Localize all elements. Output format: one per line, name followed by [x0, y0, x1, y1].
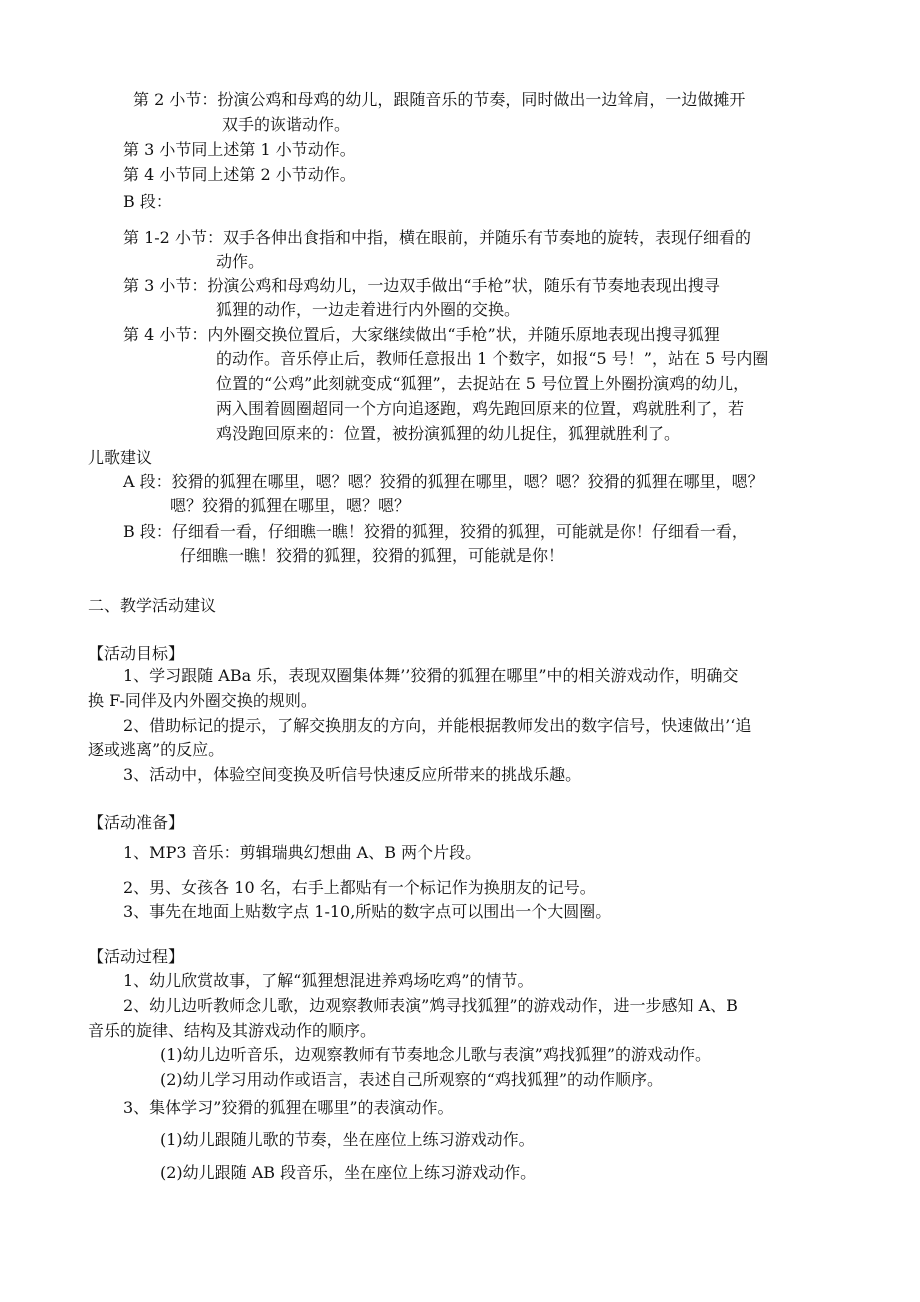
text-line: (1)幼儿边听音乐，边观察教师有节奏地念儿歌与表演”鸡找狐狸”的游戏动作。: [160, 1045, 712, 1064]
text-line: 3、集体学习”狡猾的狐狸在哪里”的表演动作。: [123, 1098, 454, 1117]
text-line: 3、活动中，体验空间变换及听信号快速反应所带来的挑战乐趣。: [123, 765, 582, 784]
text-line: 第 3 小节同上述第 1 小节动作。: [123, 140, 356, 159]
text-line: 第 3 小节：扮演公鸡和母鸡幼儿，一边双手做出“手枪”状，随乐有节奏地表现出搜寻: [123, 276, 720, 295]
text-line: 位置的“公鸡”此刻就变成“狐狸”，去捉站在 5 号位置上外圈扮演鸡的幼儿，: [216, 374, 750, 393]
text-line: (1)幼儿跟随儿歌的节奏，坐在座位上练习游戏动作。: [160, 1130, 535, 1149]
section-heading: 儿歌建议: [88, 448, 153, 467]
subsection-heading: 【活动过程】: [88, 947, 185, 966]
subsection-heading: 【活动目标】: [88, 644, 185, 663]
text-line: 2、借助标记的提示，了解交换朋友的方向，并能根据教师发出的数字信号，快速做出’‘追: [123, 716, 752, 735]
text-line: (2)幼儿学习用动作或语言，表述自己所观察的“鸡找狐狸”的动作顺序。: [160, 1070, 664, 1089]
section-heading: 二、教学活动建议: [88, 596, 217, 615]
text-line: 嗯？狡猾的狐狸在哪里，嗯？嗯？: [170, 496, 411, 515]
text-line: 2、男、女孩各 10 名，右手上都贴有一个标记作为换朋友的记号。: [123, 878, 596, 897]
text-line: B 段：仔细看一看，仔细瞧一瞧！狡猾的狐狸，狡猾的狐狸，可能就是你！仔细看一看，: [123, 522, 748, 541]
text-line: 2、幼儿边听教师念儿歌，边观察教师表演”鸩寻找狐狸”的游戏动作，进一步感知 A、B: [123, 996, 738, 1015]
text-line: 1、学习跟随 ABa 乐，表现双圈集体舞’’狡猾的狐狸在哪里”中的相关游戏动作，明确交: [123, 666, 739, 685]
text-line: 1、MP3 音乐：剪辑瑞典幻想曲 A、B 两个片段。: [123, 843, 482, 862]
text-line: 动作。: [216, 252, 265, 271]
section-label-b: B 段：: [123, 192, 172, 211]
text-line: 逐或逃离”的反应。: [88, 740, 225, 759]
text-line: 第 4 小节：内外圈交换位置后，大家继续做出“手枪”状，并随乐原地表现出搜寻狐狸: [123, 325, 720, 344]
text-line: 两入围着圆圈超同一个方向追逐跑，鸡先跑回原来的位置，鸡就胜利了，若: [216, 399, 745, 418]
text-line: A 段：狡猾的狐狸在哪里，嗯？嗯？狡猾的狐狸在哪里，嗯？嗯？狡猾的狐狸在哪里，嗯？: [123, 472, 764, 491]
text-line: 第 1-2 小节：双手各伸出食指和中指，横在眼前，并随乐有节奏地的旋转，表现仔细看的: [123, 228, 751, 247]
text-line: 狐狸的动作，一边走着进行内外圈的交换。: [216, 300, 521, 319]
text-line: 音乐的旋律、结构及其游戏动作的顺序。: [88, 1021, 377, 1040]
text-line: 的动作。音乐停止后，教师任意报出 1 个数字，如报“5 号！”，站在 5 号内圈: [216, 349, 769, 368]
text-line: 3、事先在地面上贴数字点 1-10,所贴的数字点可以围出一个大圆圈。: [123, 902, 612, 921]
text-line: 第 4 小节同上述第 2 小节动作。: [123, 165, 356, 184]
text-line: 仔细瞧一瞧！狡猾的狐狸，狡猾的狐狸，可能就是你！: [180, 546, 565, 565]
subsection-heading: 【活动准备】: [88, 813, 185, 832]
text-line: 换 F-同伴及内外圈交换的规则。: [88, 691, 317, 710]
text-line: 第 2 小节：扮演公鸡和母鸡的幼儿，跟随音乐的节奏，同时做出一边耸肩，一边做摊开: [133, 90, 746, 109]
text-line: 双手的诙谐动作。: [222, 115, 351, 134]
text-line: 1、幼儿欣赏故事，了解“狐狸想混进养鸡场吃鸡”的情节。: [123, 971, 534, 990]
text-line: 鸡没跑回原来的：位置，被扮演狐狸的幼儿捉住，狐狸就胜利了。: [216, 424, 681, 443]
text-line: (2)幼儿跟随 AB 段音乐，坐在座位上练习游戏动作。: [160, 1163, 537, 1182]
